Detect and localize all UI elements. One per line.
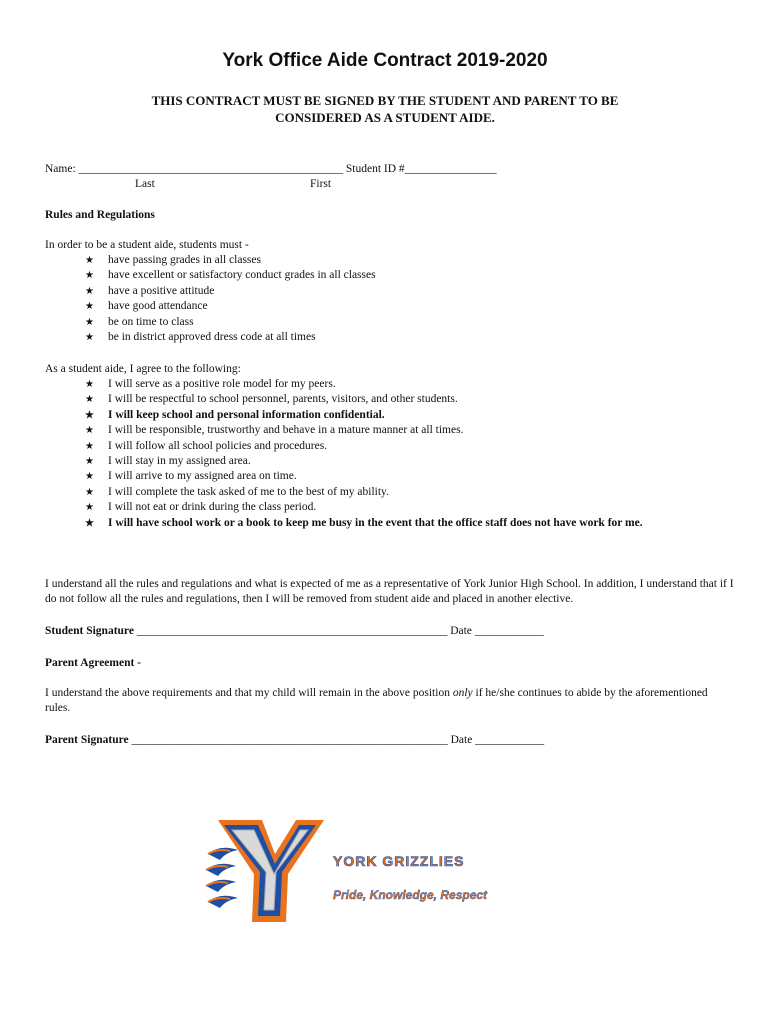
list-item: ★ I will complete the task asked of me to the best of my ability.: [85, 485, 643, 500]
student-signature-label: Student Signature: [45, 625, 134, 637]
list-item: ★ I will not eat or drink during the class period.: [85, 500, 643, 515]
list-item: ★ I will follow all school policies and procedures.: [85, 439, 643, 454]
list-item: ★ have good attendance: [85, 299, 376, 314]
claw-marks-icon: [206, 848, 238, 908]
parent-signature-line[interactable]: _______________________________________________________ Date ____________: [128, 734, 545, 746]
understanding-paragraph: I understand all the rules and regulations and what is expected of me as a representative of York Junior High School. In addition, I understand that if I do not follow all the rules and regulations, then I will be removed from student aide and placed in another elective.: [45, 578, 734, 606]
list-item: ★ I will be responsible, trustworthy and behave in a mature manner at all times.: [85, 423, 643, 438]
bullet-star-icon: ★: [85, 409, 94, 421]
list-item: ★ be on time to class: [85, 315, 376, 330]
first-name-label: First: [310, 178, 332, 190]
york-grizzlies-logo: [200, 812, 540, 932]
list-item: ★ I will be respectful to school personnel, parents, visitors, and other students.: [85, 392, 643, 407]
list-item: ★ be in district approved dress code at all times: [85, 330, 376, 345]
contract-notice: [95, 92, 675, 126]
list-item: ★ have excellent or satisfactory conduct grades in all classes: [85, 268, 376, 283]
list-item: ★ have passing grades in all classes: [85, 253, 376, 268]
student-signature-line[interactable]: ______________________________________________________ Date ____________: [133, 625, 544, 637]
bullet-star-icon: ★: [85, 379, 94, 390]
document-title: York Office Aide Contract 2019-2020: [222, 50, 548, 71]
last-name-label: Last: [135, 178, 155, 190]
list-item: ★ I will keep school and personal information confidential.: [85, 408, 643, 423]
contract-notice-line-1: THIS CONTRACT MUST BE SIGNED BY THE STUDENT AND PARENT TO BE: [151, 93, 619, 108]
student-signature-row[interactable]: [45, 624, 544, 639]
y-letter-mark: [218, 820, 324, 922]
logo-school-name: YORK GRIZZLIES: [333, 853, 465, 869]
parent-signature-row[interactable]: [45, 733, 544, 748]
bullet-star-icon: ★: [85, 440, 94, 452]
name-field-sublabels: [135, 177, 435, 192]
list-item: ★ have a positive attitude: [85, 284, 376, 299]
bullet-star-icon: ★: [85, 517, 94, 529]
bullet-star-icon: ★: [85, 486, 94, 498]
rules-intro: In order to be a student aide, students must -: [45, 239, 249, 251]
bullet-star-icon: ★: [85, 270, 94, 282]
parent-agreement-heading: Parent Agreement -: [45, 657, 142, 669]
agreement-intro: As a student aide, I agree to the following:: [45, 363, 241, 375]
bullet-star-icon: ★: [85, 301, 94, 313]
parent-paragraph: I understand the above requirements and that my child will remain in the above position only if he/she continues to abide by the aforementioned rules.: [45, 687, 708, 715]
rules-list: [85, 253, 376, 345]
bullet-star-icon: ★: [85, 425, 94, 437]
bullet-star-icon: ★: [85, 471, 94, 483]
bullet-star-icon: ★: [85, 456, 94, 468]
list-item: ★ I will arrive to my assigned area on time.: [85, 469, 643, 484]
bullet-star-icon: ★: [85, 316, 94, 328]
bullet-star-icon: ★: [85, 394, 94, 406]
bullet-star-icon: ★: [85, 332, 94, 344]
agreement-list: [85, 377, 643, 531]
list-item: ★ I will stay in my assigned area.: [85, 454, 643, 469]
list-item: ★ I will have school work or a book to keep me busy in the event that the office staff does not have work for me.: [85, 516, 643, 531]
rules-heading: Rules and Regulations: [45, 209, 155, 221]
bullet-star-icon: ★: [85, 255, 94, 266]
logo-motto: Pride, Knowledge, Respect: [333, 888, 488, 902]
list-item: ★ I will serve as a positive role model for my peers.: [85, 377, 643, 392]
parent-signature-label: Parent Signature: [45, 734, 129, 746]
bullet-star-icon: ★: [85, 502, 94, 514]
name-field-line[interactable]: Name: ______________________________________________ Student ID #________________: [45, 163, 497, 175]
contract-notice-line-2: CONSIDERED AS A STUDENT AIDE.: [275, 110, 495, 125]
bullet-star-icon: ★: [85, 285, 94, 297]
